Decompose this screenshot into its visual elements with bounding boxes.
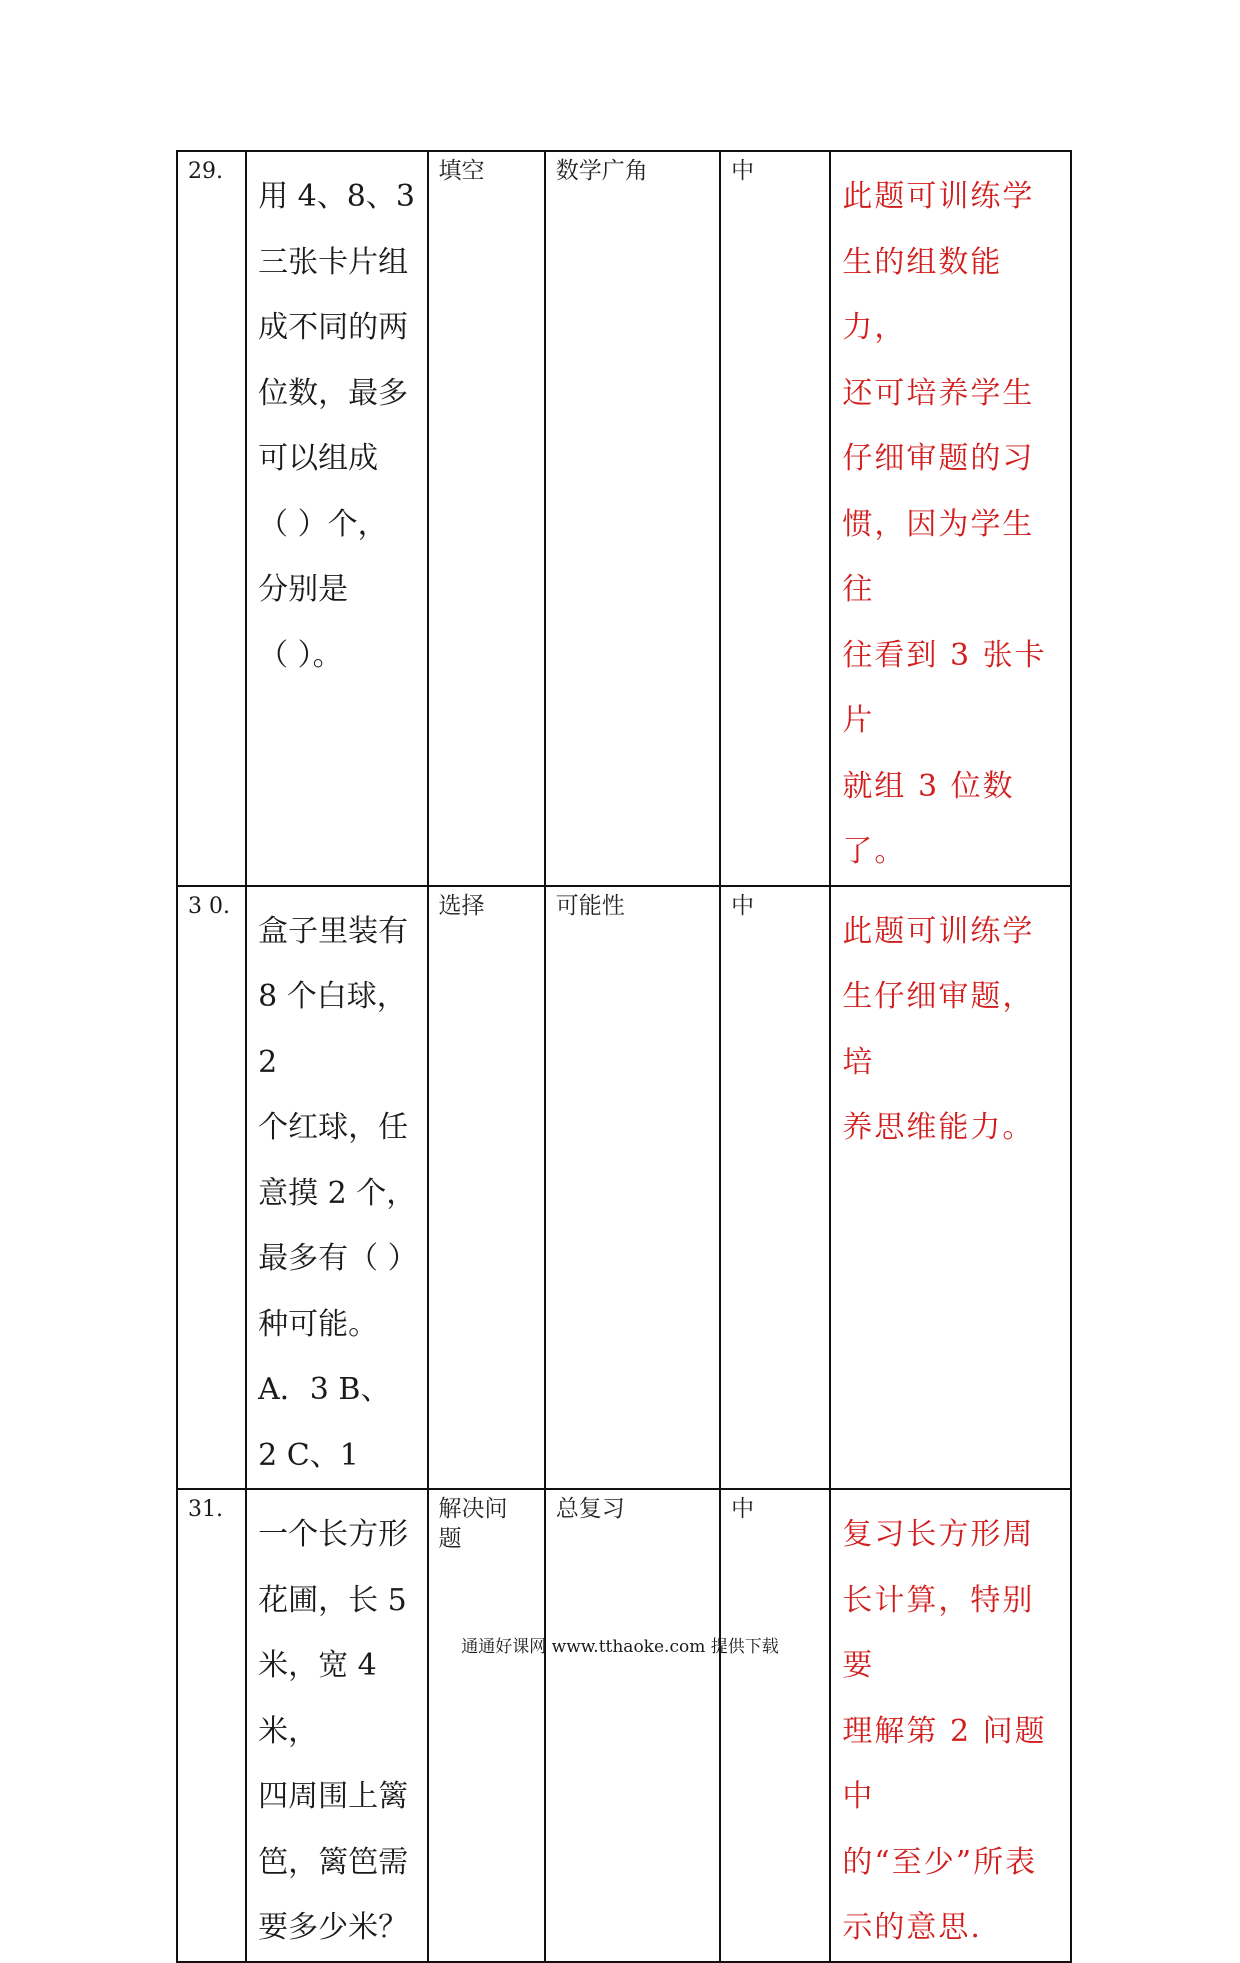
question-difficulty: 中 — [731, 1496, 755, 1522]
table-row-29 — [177, 151, 1071, 886]
teaching-note: 复习长方形周 长计算，特别要 理解第 2 问题中 的“至少”所表 示的意思. — [842, 1517, 1047, 1945]
type-cell — [428, 886, 545, 1490]
question-cell — [246, 886, 427, 1490]
question-number: 3 0. — [188, 893, 230, 919]
note-cell — [830, 151, 1071, 886]
difficulty-cell — [720, 886, 830, 1490]
teaching-note: 此题可训练学 生的组数能力， 还可培养学生 仔细审题的习 惯，因为学生往 往看到 3 张卡片 就组 3 位数了。 — [842, 179, 1047, 869]
page-footer: 通通好课网 www.tthaoke.com 提供下载 — [461, 1637, 779, 1657]
note-cell — [830, 886, 1071, 1490]
question-difficulty: 中 — [731, 892, 755, 919]
table-row-30 — [177, 886, 1071, 1490]
question-cell — [246, 1489, 427, 1962]
question-difficulty: 中 — [731, 158, 755, 184]
topic-cell — [545, 886, 720, 1490]
question-topic: 总复习 — [555, 1496, 625, 1522]
question-text: 用 4、8、3 三张卡片组 成不同的两 位数，最多 可以组成 （ ）个， 分别是 （ ）。 — [258, 179, 415, 673]
question-table — [176, 150, 1072, 1963]
number-cell — [177, 1489, 246, 1962]
number-cell — [177, 151, 246, 886]
table-row-31 — [177, 1489, 1071, 1962]
type-cell — [428, 1489, 545, 1962]
topic-cell — [545, 151, 720, 886]
question-number: 31. — [188, 1497, 223, 1522]
question-topic: 可能性 — [555, 892, 625, 919]
question-type: 解决问 题 — [438, 1496, 508, 1552]
question-cell — [246, 151, 427, 886]
note-cell — [830, 1489, 1071, 1962]
number-cell — [177, 886, 246, 1490]
difficulty-cell — [720, 151, 830, 886]
type-cell — [428, 151, 545, 886]
question-number: 29. — [188, 159, 223, 184]
question-type: 选择 — [438, 892, 485, 919]
topic-cell — [545, 1489, 720, 1962]
question-type: 填空 — [438, 158, 485, 184]
question-text: 盒子里装有 8 个白球，2 个红球，任 意摸 2 个， 最多有（ ） 种可能。 A．3 B、 2 C、1 — [258, 913, 418, 1473]
question-topic: 数学广角 — [555, 158, 648, 184]
teaching-note: 此题可训练学 生仔细审题，培 养思维能力。 — [842, 913, 1035, 1145]
question-text: 一个长方形 花圃，长 5 米，宽 4 米， 四周围上篱 笆，篱笆需 要多少米？ — [258, 1517, 409, 1945]
difficulty-cell — [720, 1489, 830, 1962]
